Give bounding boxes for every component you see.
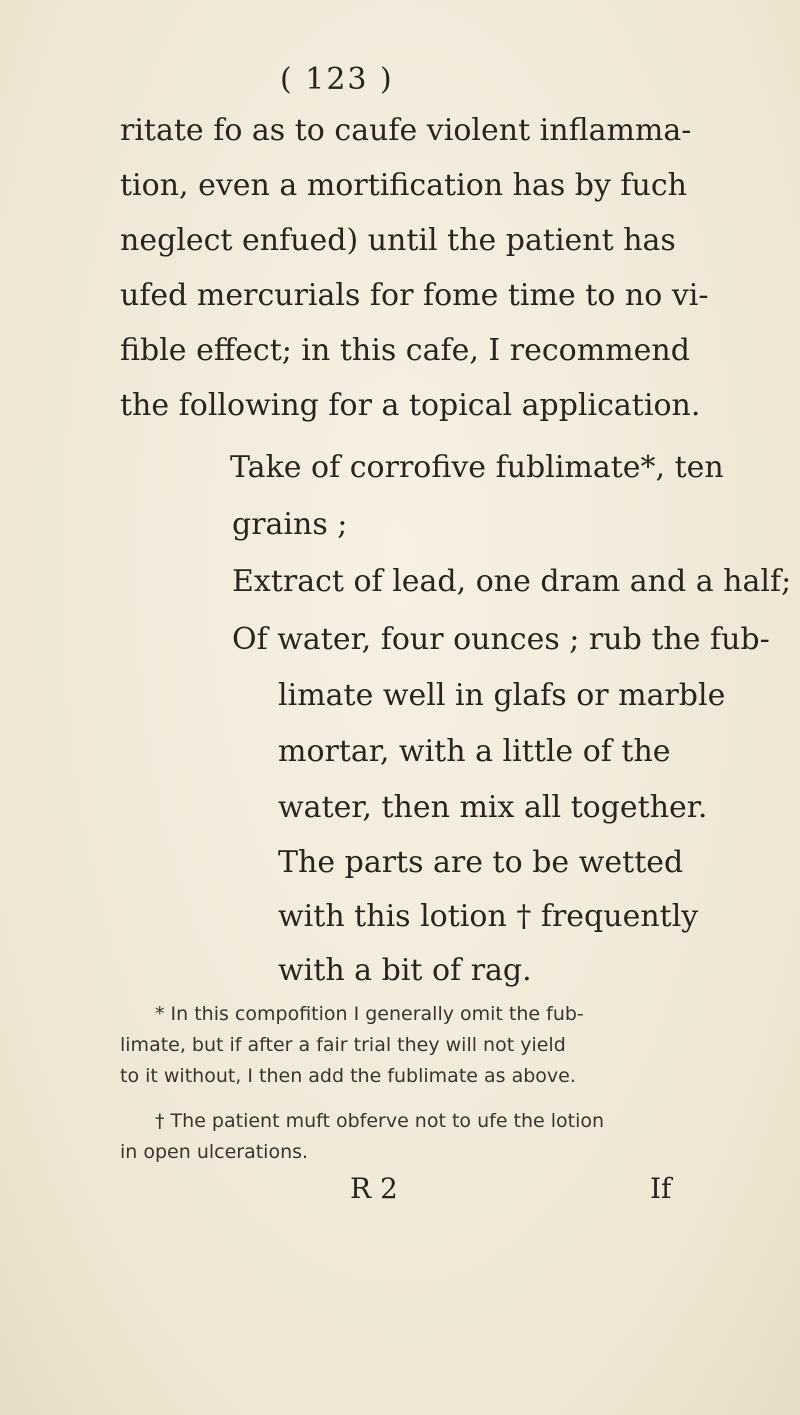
page-number: ( 123 ) <box>280 62 394 97</box>
recipe-line: limate well in glafs or marble <box>278 678 726 713</box>
footnote-line: † The patient muft obferve not to ufe the lotion <box>155 1110 605 1132</box>
signature-mark: R 2 <box>350 1172 398 1205</box>
recipe-line: Extract of lead, one dram and a half; <box>232 564 792 599</box>
footnote-line: to it without, I then add the fublimate as above. <box>120 1065 576 1087</box>
recipe-line: Of water, four ounces ; rub the fub- <box>232 622 770 657</box>
recipe-line: mortar, with a little of the <box>278 734 671 769</box>
footnote-line: in open ulcerations. <box>120 1141 309 1163</box>
text-line: neglect enfued) until the patient has <box>120 223 676 258</box>
text-line: fible effect; in this cafe, I recommend <box>120 333 690 368</box>
footnote-line: * In this compofition I generally omit the fub- <box>155 1003 584 1025</box>
recipe-line: Take of corrofive fublimate*, ten <box>230 450 724 485</box>
text-line: tion, even a mortification has by fuch <box>120 168 687 203</box>
text-line: ufed mercurials for fome time to no vi- <box>120 278 709 313</box>
catchword: If <box>650 1172 672 1205</box>
recipe-line: with a bit of rag. <box>278 953 532 988</box>
footnote-line: limate, but if after a fair trial they will not yield <box>120 1034 566 1056</box>
text-line: the following for a topical application. <box>120 388 701 423</box>
recipe-line: The parts are to be wetted <box>278 845 684 880</box>
text-line: ritate fo as to caufe violent inflamma- <box>120 113 692 148</box>
recipe-line: water, then mix all together. <box>278 790 708 825</box>
recipe-line: grains ; <box>232 507 348 542</box>
recipe-line: with this lotion † frequently <box>278 899 699 934</box>
